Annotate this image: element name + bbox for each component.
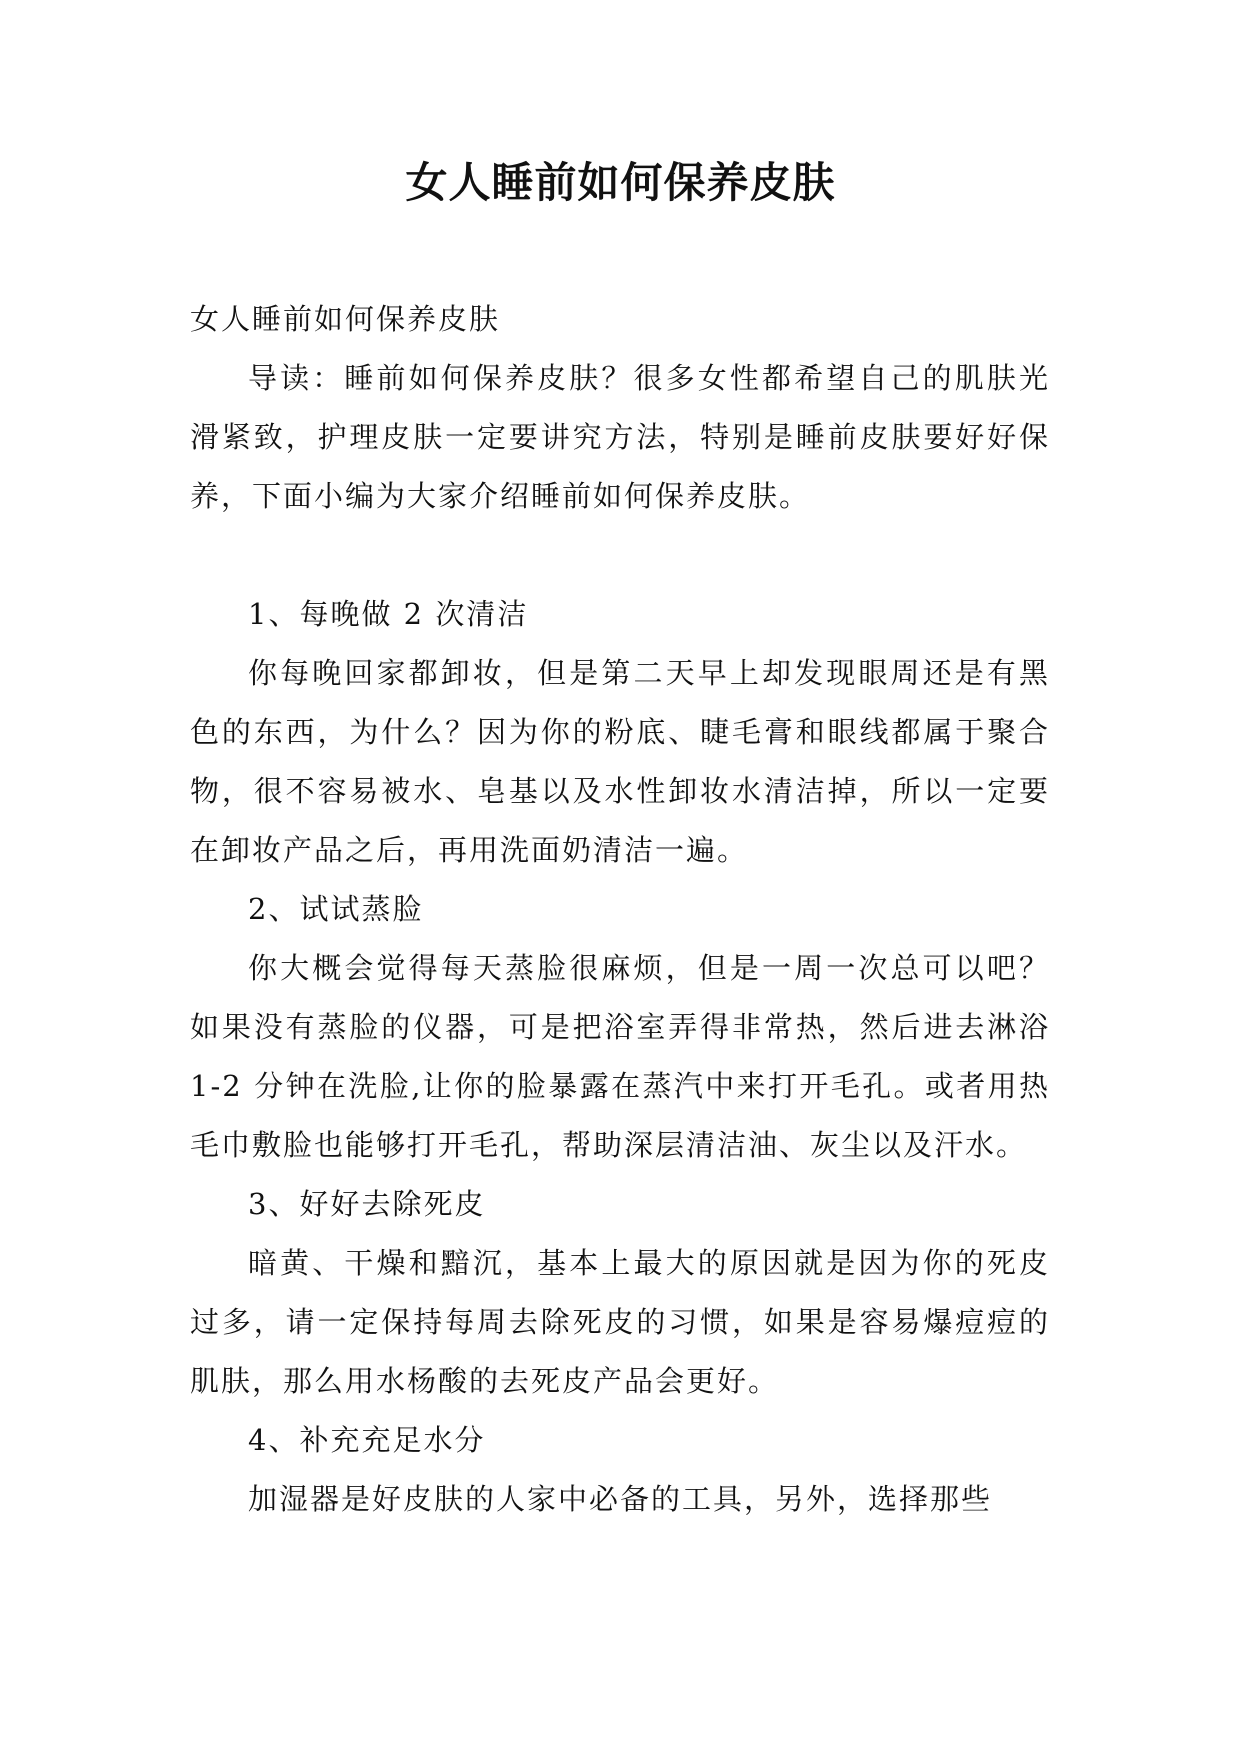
section-body-4: 加湿器是好皮肤的人家中必备的工具，另外，选择那些 (248, 1482, 993, 1516)
section-heading-1: 1、每晚做 2 次清洁 (248, 597, 529, 631)
document-body (190, 290, 1050, 1529)
section-heading-3: 3、好好去除死皮 (248, 1187, 486, 1221)
section-heading-2: 2、试试蒸脸 (248, 892, 424, 926)
section-heading-4: 4、补充充足水分 (248, 1423, 486, 1457)
section-body-3: 暗黄、干燥和黯沉，基本上最大的原因就是因为你的死皮过多，请一定保持每周去除死皮的习惯，如果是容易爆痘痘的肌肤，那么用水杨酸的去死皮产品会更好。 (190, 1246, 1050, 1398)
intro-paragraph: 导读：睡前如何保养皮肤？很多女性都希望自己的肌肤光滑紧致，护理皮肤一定要讲究方法，特别是睡前皮肤要好好保养，下面小编为大家介绍睡前如何保养皮肤。 (190, 361, 1050, 513)
section-body-1: 你每晚回家都卸妆，但是第二天早上却发现眼周还是有黑色的东西，为什么？因为你的粉底、睫毛膏和眼线都属于聚合物，很不容易被水、皂基以及水性卸妆水清洁掉，所以一定要在卸妆产品之后，再用洗面奶清洁一遍。 (190, 656, 1050, 867)
section-body-2: 你大概会觉得每天蒸脸很麻烦，但是一周一次总可以吧？如果没有蒸脸的仪器，可是把浴室弄得非常热，然后进去淋浴 1-2 分钟在洗脸,让你的脸暴露在蒸汽中来打开毛孔。或者用热毛巾敷脸也能够打开毛孔，帮助深层清洁油、灰尘以及汗水。 (190, 951, 1050, 1162)
document-title: 女人睡前如何保养皮肤 (405, 158, 836, 207)
paragraph-spacer (190, 526, 1050, 585)
subtitle-paragraph: 女人睡前如何保养皮肤 (190, 302, 501, 336)
